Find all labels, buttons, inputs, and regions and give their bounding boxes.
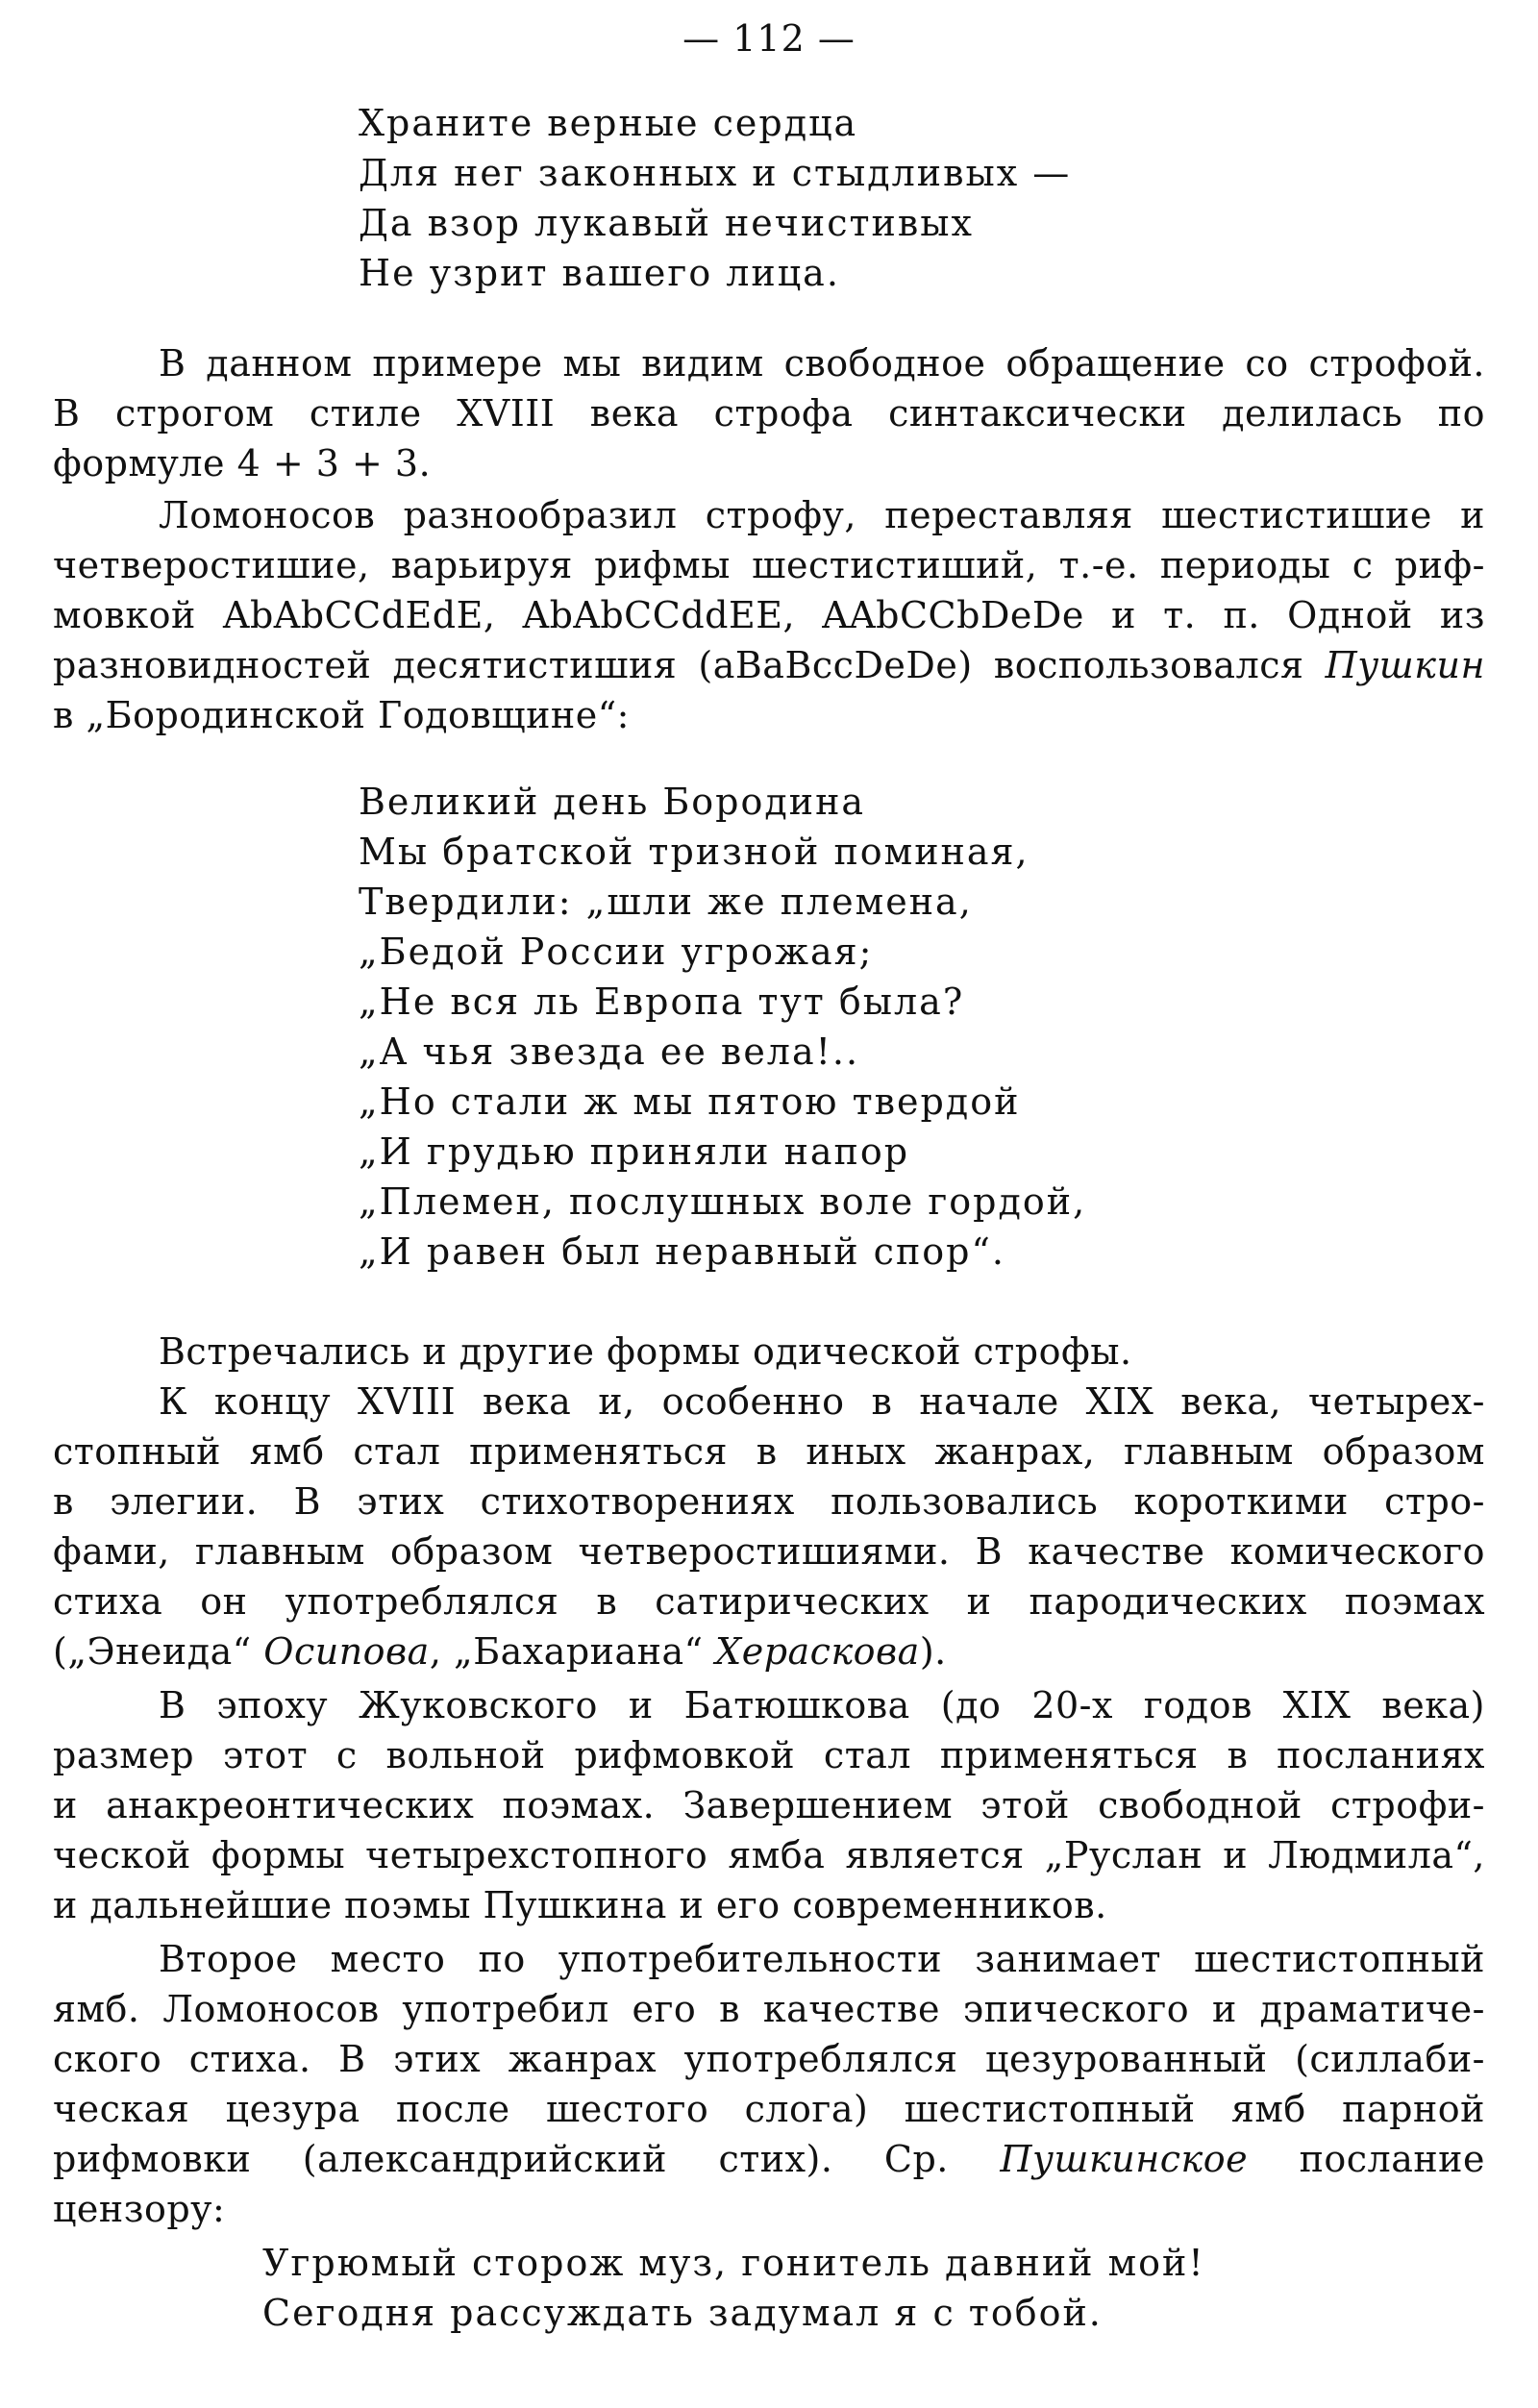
verse-line: Сегодня рассуждать задумал я с тобой. <box>262 2292 1103 2334</box>
verse-line: Великий день Бородина <box>359 781 866 823</box>
text-line: ского стиха. В этих жанрах употреблялся цезурованный (силлаби- <box>53 2038 1485 2080</box>
author-name: Осипова <box>263 1630 430 1673</box>
verse-line: „Но стали ж мы пятою твердой <box>359 1080 1021 1123</box>
poem-stanza-2 <box>359 777 1086 1277</box>
text-line: и анакреонтических поэмах. Завершением этой свободной строфи- <box>53 1784 1485 1826</box>
text-line: Встречались и другие формы одической строфы. <box>159 1330 1132 1373</box>
text-run: разновидностей десятистишия (aBaBccDeDe) воспользовался <box>53 644 1304 686</box>
text-run: послание <box>1299 2138 1485 2180</box>
verse-line: „И равен был неравный спор“. <box>359 1230 1005 1273</box>
text-line: стиха он употреблялся в сатирических и пародических поэмах <box>53 1580 1485 1623</box>
text-line: ческая цезура после шестого слога) шестистопный ямб парной <box>53 2088 1485 2130</box>
text-line: размер этот с вольной рифмовкой стал применяться в посланиях <box>53 1734 1485 1776</box>
text-line: К концу XVIII века и, особенно в начале XIX века, четырех- <box>159 1380 1485 1423</box>
text-line: в элегии. В этих стихотворениях пользовались короткими стро- <box>53 1480 1485 1523</box>
text-line: четверостишие, варьируя рифмы шестистиший, т.-е. периоды с риф- <box>53 544 1485 586</box>
text-line <box>53 640 1485 690</box>
text-line: формуле 4 + 3 + 3. <box>53 442 432 484</box>
text-line: В данном примере мы видим свободное обращение со строфой. <box>159 342 1485 385</box>
text-line: В эпоху Жуковского и Батюшкова (до 20-х годов XIX века) <box>159 1684 1485 1726</box>
paragraph-4 <box>53 1377 1485 1676</box>
paragraph-5 <box>53 1680 1485 1930</box>
verse-line: Угрюмый сторож муз, гонитель давний мой! <box>262 2242 1205 2284</box>
text-line: ямб. Ломоносов употребил его в качестве эпического и драматиче- <box>53 1988 1485 2030</box>
verse-line: Твердили: „шли же племена, <box>359 881 973 923</box>
text-line: ческой формы четырехстопного ямба является „Руслан и Людмила“, <box>53 1834 1485 1876</box>
text-run: („Энеида“ <box>53 1630 264 1673</box>
verse-line: „Бедой России угрожая; <box>359 931 874 973</box>
text-line <box>53 2134 1485 2184</box>
text-run: рифмовки (александрийский стих). Ср. <box>53 2138 949 2180</box>
verse-line: Мы братской тризной поминая, <box>359 831 1029 873</box>
text-line: Ломоносов разнообразил строфу, переставляя шестистишие и <box>159 494 1485 536</box>
verse-line: „Не вся ль Европа тут была? <box>359 981 965 1023</box>
author-name: Пушкин <box>1325 644 1485 686</box>
text-line <box>53 1626 1485 1676</box>
text-run: , „Бахариана“ <box>429 1630 716 1673</box>
text-line: В строгом стиле XVIII века строфа синтаксически делилась по <box>53 392 1485 434</box>
poem-stanza-1 <box>359 98 1071 298</box>
author-adjective: Пушкинское <box>1000 2138 1249 2180</box>
text-line: в „Бородинской Годовщине“: <box>53 694 630 736</box>
paragraph-2 <box>53 490 1485 740</box>
text-line: стопный ямб стал применяться в иных жанрах, главным образом <box>53 1430 1485 1473</box>
page-number: — 112 — <box>682 17 856 60</box>
paragraph-3 <box>53 1327 1485 1377</box>
paragraph-6 <box>53 1934 1485 2234</box>
verse-line: „Племен, послушных воле гордой, <box>359 1180 1087 1223</box>
poem-stanza-3 <box>262 2238 1205 2338</box>
verse-line: „А чья звезда ее вела!.. <box>359 1030 860 1073</box>
text-line: мовкой AbAbCCdEdE, AbAbCCddEE, AAbCCbDeDe и т. п. Одной из <box>53 594 1485 636</box>
paragraph-1 <box>53 338 1485 488</box>
text-line: фами, главным образом четверостишиями. В качестве комического <box>53 1530 1485 1573</box>
text-line: Второе место по употребительности занимает шестистопный <box>159 1938 1485 1980</box>
verse-line: Не узрит вашего лица. <box>359 252 840 294</box>
verse-line: Да взор лукавый нечистивых <box>359 202 974 244</box>
verse-line: „И грудью приняли напор <box>359 1130 910 1173</box>
author-name: Хераскова <box>715 1630 920 1673</box>
text-line: цензору: <box>53 2188 226 2230</box>
verse-line: Храните верные сердца <box>359 102 858 144</box>
text-line: и дальнейшие поэмы Пушкина и его современников. <box>53 1884 1107 1926</box>
verse-line: Для нег законных и стыдливых — <box>359 152 1072 194</box>
text-run: ). <box>919 1630 947 1673</box>
